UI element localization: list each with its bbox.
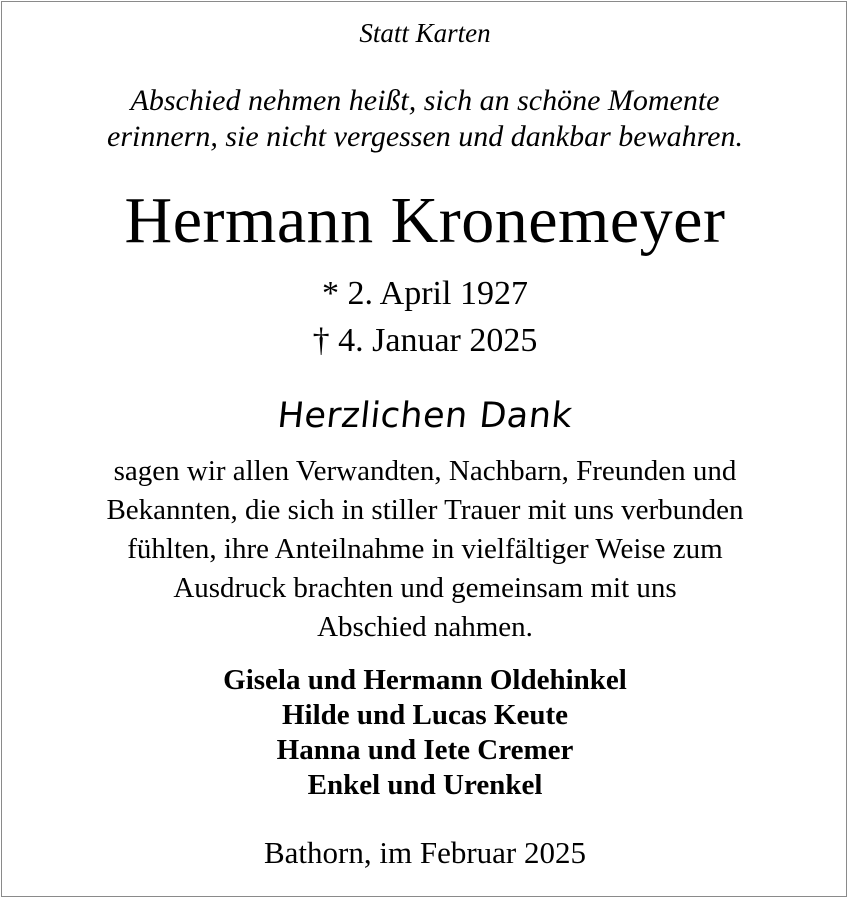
signatory: Gisela und Hermann Oldehinkel [223,664,627,696]
thanks-text-line: Ausdruck brachten und gemeinsam mit uns [173,572,677,604]
header-statt-karten: Statt Karten [359,18,491,48]
thanks-text-line: Abschied nahmen. [317,611,533,643]
motto-line-1: Abschied nehmen heißt, sich an schöne Momente [130,84,720,117]
signatory: Hilde und Lucas Keute [281,699,569,731]
place-and-date: Bathorn, im Februar 2025 [263,835,586,870]
thanks-heading: Herzlichen Dank [275,396,575,436]
thanks-text-line: Bekannten, die sich in stiller Trauer mit uns verbunden [106,494,744,526]
thanks-text-line: fühlten, ihre Anteilnahme in vielfältiger Weise zum [127,533,723,565]
birth-date: * 2. April 1927 [322,275,528,312]
signatory: Hanna und Iete Cremer [276,734,574,766]
death-date: † 4. Januar 2025 [312,322,538,359]
deceased-name: Hermann Kronemeyer [124,184,726,257]
signatory: Enkel und Urenkel [307,769,543,801]
motto-line-2: erinnern, sie nicht vergessen und dankbar bewahren. [107,120,743,153]
thanks-text-line: sagen wir allen Verwandten, Nachbarn, Freunden und [113,455,737,487]
